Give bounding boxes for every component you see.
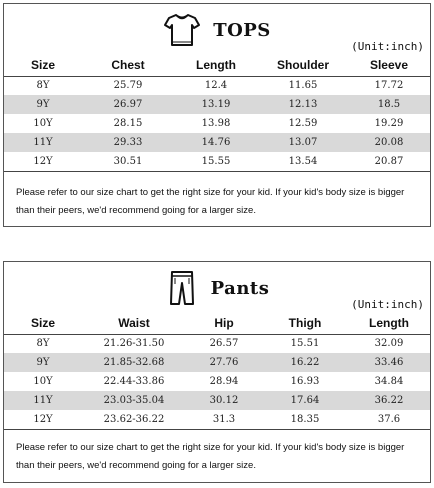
pants-size-note: Please refer to our size chart to get the right size for your kid. If your kid's body size is bigger than their peers, we'd recommend going for a larger size. <box>16 442 405 471</box>
column-header-waist: Waist <box>82 312 186 334</box>
cell-waist: 23.62-36.22 <box>82 410 186 429</box>
column-header-shoulder: Shoulder <box>258 54 348 76</box>
cell-chest: 29.33 <box>82 133 174 152</box>
cell-chest: 30.51 <box>82 152 174 171</box>
table-row <box>4 133 430 152</box>
table-header-row <box>4 312 430 334</box>
cell-size: 9Y <box>4 95 82 114</box>
table-row <box>4 353 430 372</box>
cell-size: 11Y <box>4 391 82 410</box>
cell-hip: 26.57 <box>209 338 239 350</box>
table-row <box>4 152 430 171</box>
cell-hip: 28.94 <box>209 376 239 387</box>
cell-sleeve: 20.87 <box>348 152 430 171</box>
cell-thigh: 17.64 <box>262 391 348 410</box>
table-row <box>4 114 430 133</box>
cell-chest: 26.97 <box>82 95 174 114</box>
cell-chest: 28.15 <box>113 118 143 129</box>
cell-length: 14.76 <box>174 133 258 152</box>
cell-size: 9Y <box>4 353 82 372</box>
cell-length: 12.4 <box>204 80 228 92</box>
tops-size-chart <box>3 3 431 227</box>
cell-length: 34.84 <box>374 376 404 387</box>
cell-size: 8Y <box>36 80 50 92</box>
cell-waist: 21.26-31.50 <box>103 338 165 350</box>
cell-sleeve: 19.29 <box>374 118 404 129</box>
cell-size: 8Y <box>36 338 50 350</box>
cell-sleeve: 18.5 <box>348 95 430 114</box>
cell-hip: 30.12 <box>186 391 262 410</box>
table-row <box>4 410 430 429</box>
cell-sleeve: 20.08 <box>348 133 430 152</box>
tops-unit-label: (Unit:inch) <box>351 40 424 53</box>
cell-length: 15.55 <box>174 152 258 171</box>
column-header-thigh: Thigh <box>262 312 348 334</box>
cell-length: 13.19 <box>174 95 258 114</box>
table-header-row <box>4 54 430 76</box>
cell-size: 10Y <box>33 118 53 129</box>
cell-size: 12Y <box>4 410 82 429</box>
tshirt-icon <box>163 11 201 49</box>
cell-sleeve: 17.72 <box>374 80 404 92</box>
column-header-size: Size <box>4 54 82 76</box>
cell-chest: 25.79 <box>113 80 143 92</box>
pants-icon <box>165 269 199 307</box>
column-header-sleeve: Sleeve <box>348 54 430 76</box>
cell-size: 10Y <box>33 376 53 387</box>
cell-length: 37.6 <box>348 410 430 429</box>
cell-thigh: 18.35 <box>262 410 348 429</box>
pants-unit-label: (Unit:inch) <box>351 298 424 311</box>
pants-size-chart <box>3 261 431 483</box>
cell-thigh: 16.93 <box>290 376 320 387</box>
column-header-length: Length <box>348 312 430 334</box>
cell-hip: 27.76 <box>186 353 262 372</box>
cell-shoulder: 13.54 <box>258 152 348 171</box>
pants-size-table <box>4 312 430 430</box>
cell-size: 11Y <box>4 133 82 152</box>
cell-size: 12Y <box>4 152 82 171</box>
pants-title: Pants <box>210 277 270 299</box>
column-header-length: Length <box>174 54 258 76</box>
cell-waist: 23.03-35.04 <box>82 391 186 410</box>
cell-waist: 21.85-32.68 <box>82 353 186 372</box>
cell-hip: 31.3 <box>186 410 262 429</box>
cell-length: 13.98 <box>201 118 231 129</box>
cell-length: 36.22 <box>348 391 430 410</box>
table-row <box>4 372 430 391</box>
cell-shoulder: 12.59 <box>288 118 318 129</box>
cell-length: 33.46 <box>348 353 430 372</box>
column-header-chest: Chest <box>82 54 174 76</box>
cell-waist: 22.44-33.86 <box>103 376 165 387</box>
table-row <box>4 95 430 114</box>
tops-title: TOPS <box>213 19 271 41</box>
tops-size-table <box>4 54 430 172</box>
tops-size-note: Please refer to our size chart to get the right size for your kid. If your kid's body size is bigger than their peers, we'd recommend going for a larger size. <box>16 187 405 216</box>
cell-shoulder: 13.07 <box>258 133 348 152</box>
cell-shoulder: 12.13 <box>258 95 348 114</box>
cell-thigh: 16.22 <box>262 353 348 372</box>
cell-length: 32.09 <box>374 338 404 350</box>
table-row <box>4 334 430 353</box>
table-row <box>4 391 430 410</box>
table-row <box>4 76 430 95</box>
column-header-hip: Hip <box>186 312 262 334</box>
column-header-size: Size <box>4 312 82 334</box>
cell-thigh: 15.51 <box>290 338 320 350</box>
cell-shoulder: 11.65 <box>288 80 318 92</box>
